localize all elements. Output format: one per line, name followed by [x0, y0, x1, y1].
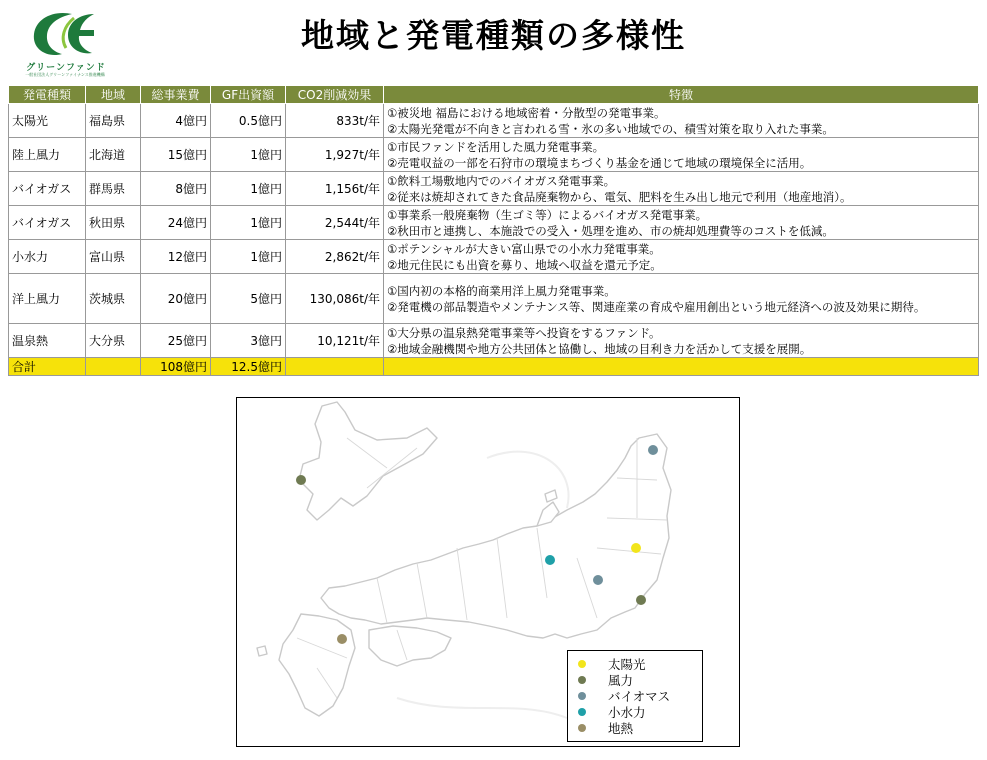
- cell-region: 福島県: [86, 104, 141, 138]
- header-co2: CO2削減効果: [286, 86, 384, 104]
- cell-type: バイオガス: [9, 172, 86, 206]
- projects-table: [8, 85, 979, 376]
- cell-co2: 1,927t/年: [286, 138, 384, 172]
- cell-region: 北海道: [86, 138, 141, 172]
- feature-line: ①飲料工場敷地内でのバイオガス発電事業。: [387, 173, 616, 188]
- legend-label: 地熱: [608, 721, 634, 736]
- table-row: [9, 274, 979, 324]
- cell-features: [384, 206, 979, 240]
- cell-region: 秋田県: [86, 206, 141, 240]
- table-row: [9, 172, 979, 206]
- feature-line: ②発電機の部品製造やメンテナンス等、関連産業の育成や雇用創出という地元経済への波及効果に期待。: [387, 299, 926, 314]
- cell-gf: 1億円: [211, 240, 286, 274]
- cell-type: バイオガス: [9, 206, 86, 240]
- feature-line: ①事業系一般廃棄物（生ゴミ等）によるバイオガス発電事業。: [387, 207, 708, 222]
- legend-label: バイオマス: [608, 689, 671, 704]
- feature-line: ②地元住民にも出資を募り、地域へ収益を還元予定。: [387, 257, 662, 272]
- table-row: [9, 206, 979, 240]
- cell-region: 大分県: [86, 324, 141, 358]
- cell-features: [384, 104, 979, 138]
- table-row: [9, 104, 979, 138]
- site-marker-biomass-akita: [648, 445, 658, 455]
- total-region-blank: [86, 358, 141, 376]
- header-cost: 総事業費: [141, 86, 211, 104]
- header-features: 特徴: [384, 86, 979, 104]
- cell-gf: 1億円: [211, 206, 286, 240]
- legend-dot-icon: [578, 676, 586, 684]
- cell-cost: 24億円: [141, 206, 211, 240]
- map-legend: [567, 650, 703, 742]
- cell-region: 茨城県: [86, 274, 141, 324]
- feature-line: ①大分県の温泉熱発電事業等へ投資をするファンド。: [387, 325, 661, 340]
- feature-line: ①市民ファンドを活用した風力発電事業。: [387, 139, 605, 154]
- site-marker-wind-ibaraki: [636, 595, 646, 605]
- table-row: [9, 324, 979, 358]
- legend-label: 風力: [608, 673, 634, 688]
- site-marker-hydro-toyama: [545, 555, 555, 565]
- legend-label: 小水力: [608, 705, 646, 720]
- cell-co2: 2,544t/年: [286, 206, 384, 240]
- logo-subtitle: 一般社団法人グリーンファイナンス推進機構: [25, 72, 105, 77]
- feature-line: ②秋田市と連携し、本施設での受入・処理を進め、市の焼却処理費等のコストを低減。: [387, 223, 834, 238]
- cell-co2: 2,862t/年: [286, 240, 384, 274]
- japan-map: [236, 397, 740, 747]
- feature-line: ②売電収益の一部を石狩市の環境まちづくり基金を通じて地域の環境保全に活用。: [387, 155, 812, 170]
- cell-co2: 1,156t/年: [286, 172, 384, 206]
- legend-item-biomass: [578, 688, 670, 704]
- table-row: [9, 240, 979, 274]
- cell-type: 陸上風力: [9, 138, 86, 172]
- feature-line: ②地域金融機関や地方公共団体と協働し、地域の目利き力を活かして支援を展開。: [387, 341, 812, 356]
- legend-dot-icon: [578, 708, 586, 716]
- header-region: 地域: [86, 86, 141, 104]
- legend-item-geothermal: [578, 720, 633, 736]
- cell-gf: 3億円: [211, 324, 286, 358]
- cell-gf: 1億円: [211, 138, 286, 172]
- site-marker-biomass-gunma: [593, 575, 603, 585]
- legend-item-solar: [578, 656, 646, 672]
- site-marker-wind-hokkaido: [296, 475, 306, 485]
- legend-dot-icon: [578, 692, 586, 700]
- total-gf: 12.5億円: [211, 358, 286, 376]
- legend-item-wind: [578, 672, 633, 688]
- site-marker-geothermal-oita: [337, 634, 347, 644]
- cell-co2: 833t/年: [286, 104, 384, 138]
- feature-line: ①国内初の本格的商業用洋上風力発電事業。: [387, 283, 616, 298]
- total-label: 合計: [9, 358, 86, 376]
- header-gf: GF出資額: [211, 86, 286, 104]
- cell-region: 群馬県: [86, 172, 141, 206]
- cell-cost: 25億円: [141, 324, 211, 358]
- legend-dot-icon: [578, 724, 586, 732]
- cell-co2: 130,086t/年: [286, 274, 384, 324]
- feature-line: ②太陽光発電が不向きと言われる雪・氷の多い地域での、積雪対策を取り入れた事業。: [387, 121, 834, 136]
- cell-cost: 12億円: [141, 240, 211, 274]
- cell-features: [384, 324, 979, 358]
- cell-type: 太陽光: [9, 104, 86, 138]
- site-marker-solar-fukushima: [631, 543, 641, 553]
- cell-gf: 0.5億円: [211, 104, 286, 138]
- legend-item-hydro: [578, 704, 646, 720]
- cell-type: 小水力: [9, 240, 86, 274]
- cell-cost: 8億円: [141, 172, 211, 206]
- cell-type: 温泉熱: [9, 324, 86, 358]
- cell-features: [384, 138, 979, 172]
- cell-gf: 5億円: [211, 274, 286, 324]
- table-row: [9, 138, 979, 172]
- total-row: [9, 358, 979, 376]
- feature-line: ①ポテンシャルが大きい富山県での小水力発電事業。: [387, 241, 661, 256]
- total-co2-blank: [286, 358, 384, 376]
- cell-gf: 1億円: [211, 172, 286, 206]
- feature-line: ②従来は焼却されてきた食品廃棄物から、電気、肥料を生み出し地元で利用（地産地消）。: [387, 189, 852, 204]
- feature-line: ①被災地 福島における地域密着・分散型の発電事業。: [387, 105, 666, 120]
- table-header-row: [9, 86, 979, 104]
- cell-region: 富山県: [86, 240, 141, 274]
- cell-features: [384, 172, 979, 206]
- legend-dot-icon: [578, 660, 586, 668]
- cell-cost: 15億円: [141, 138, 211, 172]
- cell-co2: 10,121t/年: [286, 324, 384, 358]
- header-type: 発電種類: [9, 86, 86, 104]
- total-features-blank: [384, 358, 979, 376]
- cell-features: [384, 274, 979, 324]
- page-title: 地域と発電種類の多様性: [301, 16, 686, 55]
- total-cost: 108億円: [141, 358, 211, 376]
- legend-label: 太陽光: [608, 657, 646, 672]
- logo-name: グリーンファンド: [26, 63, 106, 73]
- cell-cost: 20億円: [141, 274, 211, 324]
- cell-features: [384, 240, 979, 274]
- cell-type: 洋上風力: [9, 274, 86, 324]
- cell-cost: 4億円: [141, 104, 211, 138]
